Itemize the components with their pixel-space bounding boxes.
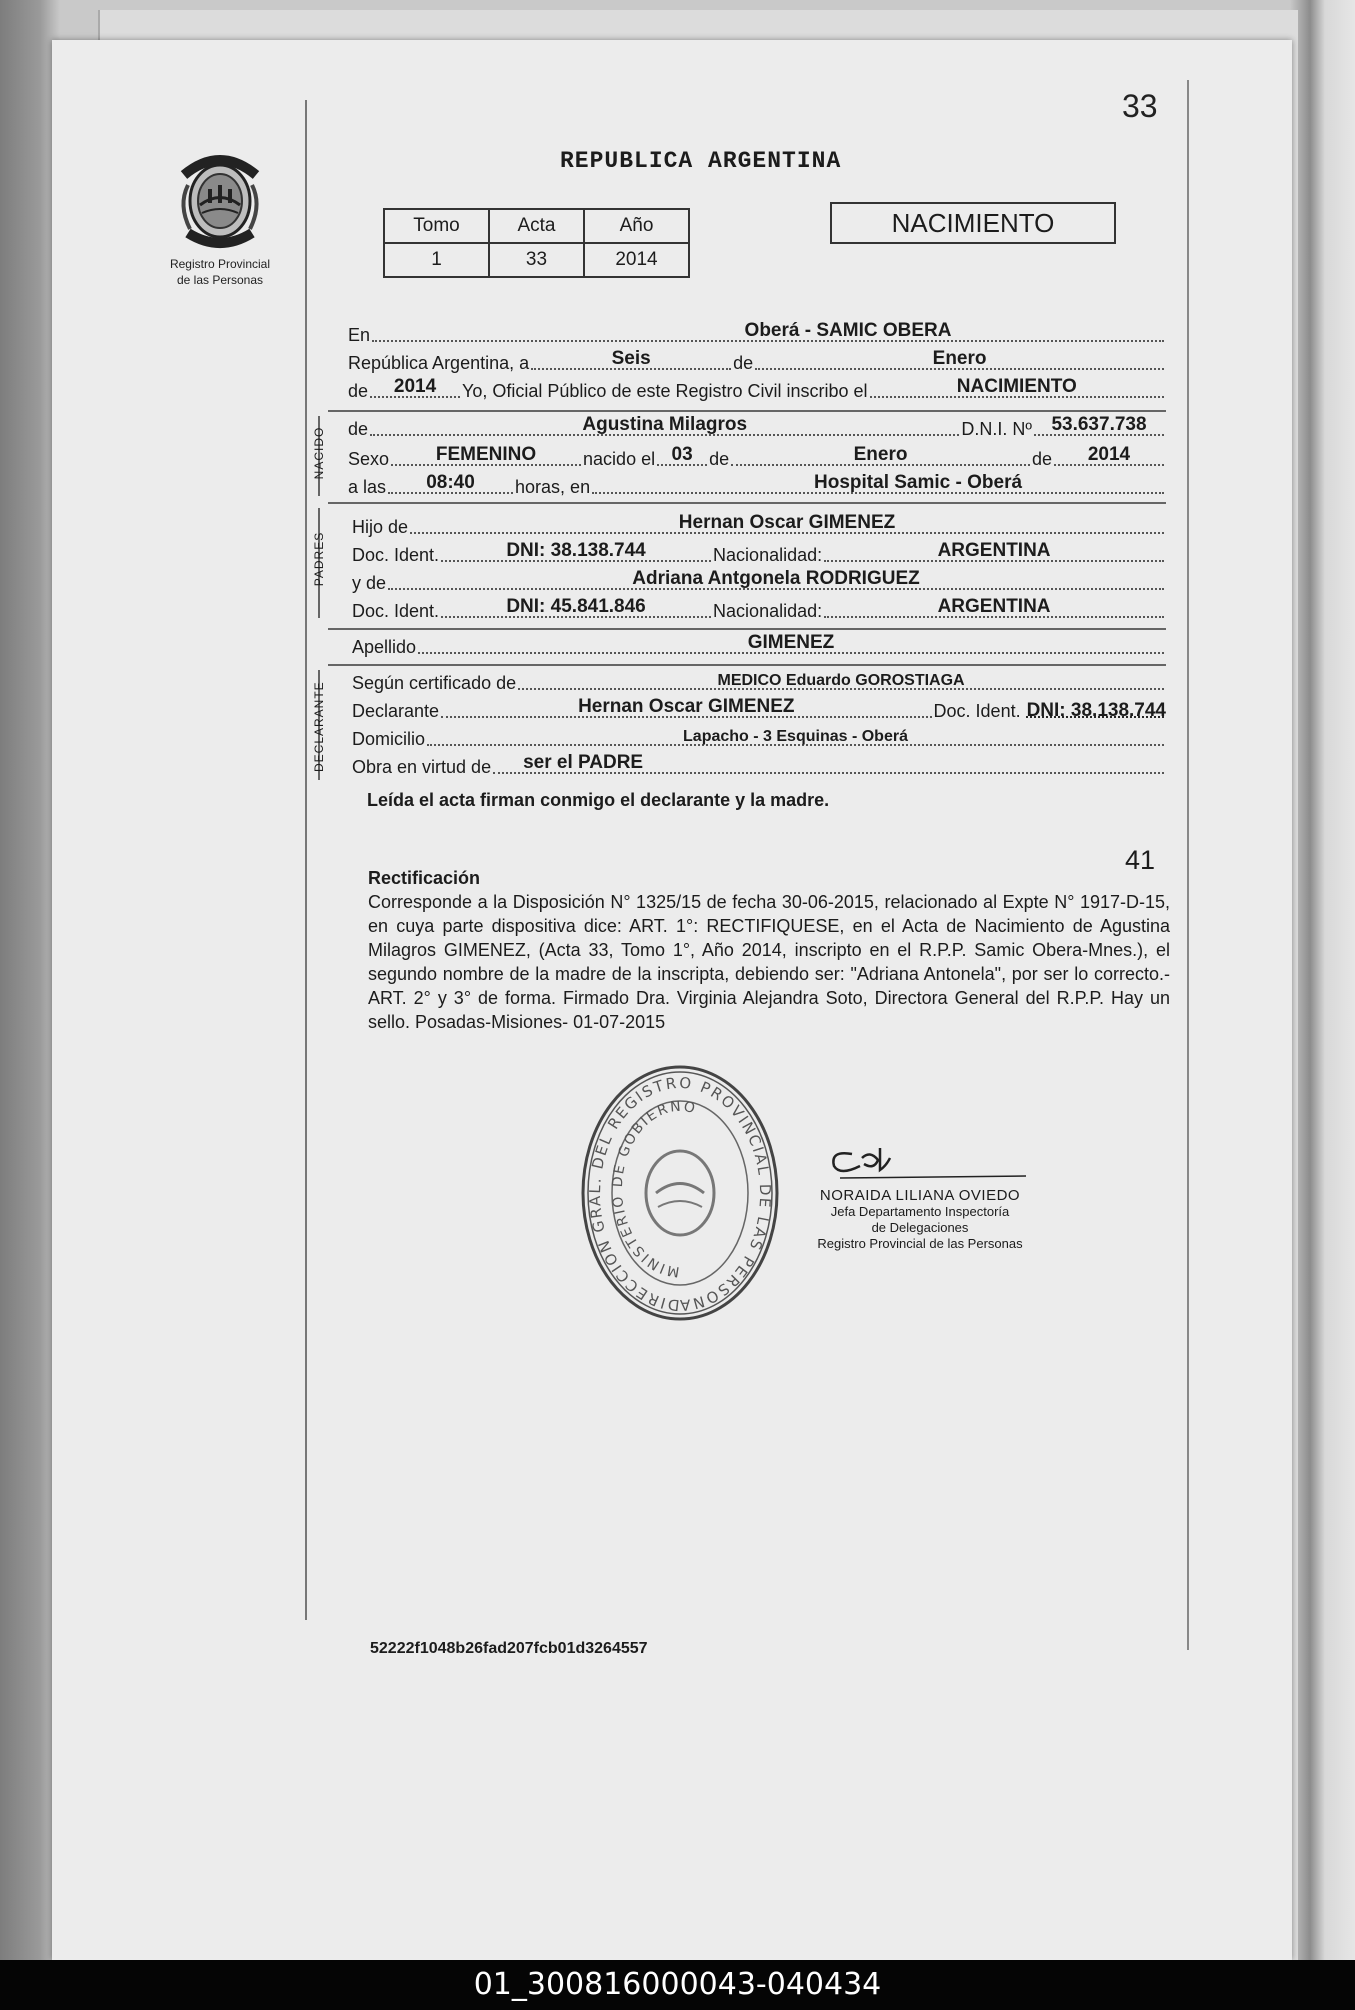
scan-id-footer: 01_300816000043-040434 bbox=[0, 1960, 1355, 2010]
padres-side-label: PADRES bbox=[312, 531, 326, 587]
signer-title-2: de Delegaciones bbox=[871, 1220, 969, 1235]
padre-field bbox=[410, 504, 1164, 534]
madre-doc-value: DNI: 45.841.846 bbox=[506, 596, 646, 617]
hora-field bbox=[388, 464, 513, 494]
tomo-header: Tomo bbox=[384, 209, 489, 243]
reference-table bbox=[383, 208, 690, 278]
en-value: Oberá - SAMIC OBERA bbox=[744, 320, 952, 341]
rectification-title: Rectificación bbox=[368, 868, 481, 888]
rectification-body: Corresponde a la Disposición N° 1325/15 de fecha 30-06-2015, relacionado al Expte N° 1917-D-15, en cuya parte dispositiva dice: ART. 1°: RECTIFIQUESE, en el Acta de Nacimiento de Agustina Milagros GIMENEZ, (Acta 33, Tomo 1°, Año 2014, inscripto en el R.P.P. Samic Obera-Mnes.), el segundo nombre de la madre de la inscripta, debiendo ser: "Adriana Antonela", por ser lo correcto.- ART. 2° y 3° de forma. Firmado Dra. Virginia Alejandra Soto, Directora General del R.P.P. Hay un sello. Posadas-Misiones- 01-07-2015 bbox=[368, 892, 1170, 1032]
nacido-side-label: NACIDO bbox=[312, 426, 326, 480]
page-number: 33 bbox=[1122, 88, 1158, 124]
alas-label: a las bbox=[348, 477, 387, 497]
declarante-side-label: DECLARANTE bbox=[312, 681, 326, 772]
province-emblem bbox=[160, 145, 280, 287]
dom-field bbox=[427, 716, 1164, 746]
dni-field bbox=[1034, 406, 1164, 436]
en-field bbox=[372, 312, 1164, 342]
year-value: 2014 bbox=[393, 376, 437, 397]
lugar-field bbox=[592, 464, 1164, 494]
tomo-value: 1 bbox=[384, 243, 489, 277]
day-value: Seis bbox=[611, 348, 651, 369]
year-row bbox=[348, 374, 1166, 404]
hora-value: 08:40 bbox=[426, 472, 475, 493]
signer-title-3: Registro Provincial de las Personas bbox=[817, 1236, 1023, 1251]
madre-nac-field bbox=[824, 588, 1164, 618]
anio-header: Año bbox=[584, 209, 689, 243]
mes-value: Enero bbox=[853, 444, 908, 465]
sexo-label: Sexo bbox=[348, 449, 390, 469]
read-note: Leída el acta firman conmigo el declarante y la madre. bbox=[367, 790, 830, 810]
dom-label: Domicilio bbox=[352, 729, 426, 749]
inscribo-value: NACIMIENTO bbox=[956, 376, 1077, 397]
madre-nac-value: ARGENTINA bbox=[937, 596, 1051, 617]
country-title: REPUBLICA ARGENTINA bbox=[560, 148, 842, 174]
madre-field bbox=[388, 560, 1164, 590]
emblem-caption-2: de las Personas bbox=[176, 273, 264, 287]
name-field bbox=[370, 406, 959, 436]
padre-nac-label: Nacionalidad: bbox=[713, 545, 823, 565]
obra-label: Obra en virtud de bbox=[352, 757, 492, 777]
decl-value: Hernan Oscar GIMENEZ bbox=[578, 696, 795, 717]
signature-block bbox=[790, 1140, 1050, 1252]
month-value: Enero bbox=[932, 348, 987, 369]
dni-value: 53.637.738 bbox=[1051, 414, 1147, 435]
month-field bbox=[755, 340, 1164, 370]
seal-outer-text: DIRECCION GRAL. DEL REGISTRO PROVINCIAL DE LAS PERSONA bbox=[585, 1073, 775, 1315]
acta-header: Acta bbox=[489, 209, 584, 243]
record-type-box: NACIMIENTO bbox=[830, 202, 1116, 244]
handwritten-signature-icon bbox=[800, 1140, 1040, 1182]
cert-field bbox=[518, 660, 1164, 690]
padre-nac-field bbox=[824, 532, 1164, 562]
year-field bbox=[370, 368, 460, 398]
decl-field bbox=[441, 688, 931, 718]
yde-label: y de bbox=[352, 573, 387, 593]
acta-value: 33 bbox=[489, 243, 584, 277]
official-seal-stamp-icon bbox=[580, 1062, 780, 1324]
inscribo-field bbox=[870, 368, 1164, 398]
obra-field bbox=[493, 744, 1164, 774]
horas-label: horas, en bbox=[515, 477, 591, 497]
right-frame-line bbox=[1187, 80, 1189, 1650]
nacido-de-label: de bbox=[348, 419, 369, 439]
dia-value: 03 bbox=[671, 444, 693, 465]
en-label: En bbox=[348, 325, 371, 345]
madre-value: Adriana Antgonela RODRIGUEZ bbox=[632, 568, 920, 589]
apellido-value: GIMENEZ bbox=[747, 632, 835, 653]
hijo-label: Hijo de bbox=[352, 517, 409, 537]
marginal-number: 41 bbox=[1125, 845, 1156, 875]
padre-value: Hernan Oscar GIMENEZ bbox=[678, 512, 896, 533]
padre-nac-value: ARGENTINA bbox=[937, 540, 1051, 561]
nacido-de2-label: de bbox=[709, 449, 730, 469]
hora-row bbox=[348, 470, 1166, 500]
document-hash: 52222f1048b26fad207fcb01d3264557 bbox=[370, 1640, 648, 1657]
madre-doc-row bbox=[352, 594, 1166, 624]
decl-doc-label: Doc. Ident. bbox=[933, 701, 1021, 721]
dni-label: D.N.I. Nº bbox=[961, 419, 1032, 439]
signer-name: NORAIDA LILIANA OVIEDO bbox=[819, 1187, 1021, 1204]
dom-value: Lapacho - 3 Esquinas - Oberá bbox=[683, 728, 908, 745]
cert-value: MEDICO Eduardo GOROSTIAGA bbox=[717, 672, 965, 689]
obra-row bbox=[352, 750, 1166, 780]
day-field bbox=[531, 340, 731, 370]
padre-doc-field bbox=[441, 532, 711, 562]
apellido-field bbox=[418, 624, 1164, 654]
apellido-label: Apellido bbox=[352, 637, 417, 657]
madre-doc-label: Doc. Ident. bbox=[352, 601, 440, 621]
sexo-field bbox=[391, 436, 581, 466]
decl-label: Declarante bbox=[352, 701, 440, 721]
left-frame-line bbox=[305, 100, 307, 1620]
obra-value: ser el PADRE bbox=[523, 752, 644, 773]
cert-label: Según certificado de bbox=[352, 673, 517, 693]
dia-field bbox=[657, 436, 707, 466]
name-value: Agustina Milagros bbox=[582, 414, 748, 435]
sexo-value: FEMENINO bbox=[435, 444, 537, 465]
apellido-row bbox=[352, 630, 1166, 660]
emblem-caption-1: Registro Provincial bbox=[169, 257, 271, 271]
misiones-coat-of-arms-icon bbox=[170, 145, 270, 255]
de2-label: de bbox=[348, 381, 369, 401]
lugar-value: Hospital Samic - Oberá bbox=[814, 472, 1023, 493]
padre-doc-label: Doc. Ident. bbox=[352, 545, 440, 565]
signer-title-1: Jefa Departamento Inspectoría bbox=[830, 1204, 1010, 1219]
official-seal bbox=[580, 1062, 780, 1329]
anio-value: 2014 bbox=[584, 243, 689, 277]
republica-label: República Argentina, a bbox=[348, 353, 530, 373]
mes-field bbox=[731, 436, 1030, 466]
decl-doc-value: DNI: 38.138.744 bbox=[1026, 700, 1166, 721]
nacido-de3-label: de bbox=[1031, 449, 1052, 469]
madre-doc-field bbox=[441, 588, 711, 618]
padre-doc-value: DNI: 38.138.744 bbox=[506, 540, 646, 561]
yo-label: Yo, Oficial Público de este Registro Civil inscribo el bbox=[462, 381, 868, 401]
anio-value: 2014 bbox=[1087, 444, 1131, 465]
anio-field bbox=[1054, 436, 1164, 466]
nacido-el-label: nacido el bbox=[583, 449, 656, 469]
seal-inner-text: MINISTERIO DE GOBIERNO bbox=[609, 1098, 699, 1280]
de-label: de bbox=[733, 353, 754, 373]
madre-nac-label: Nacionalidad: bbox=[713, 601, 823, 621]
